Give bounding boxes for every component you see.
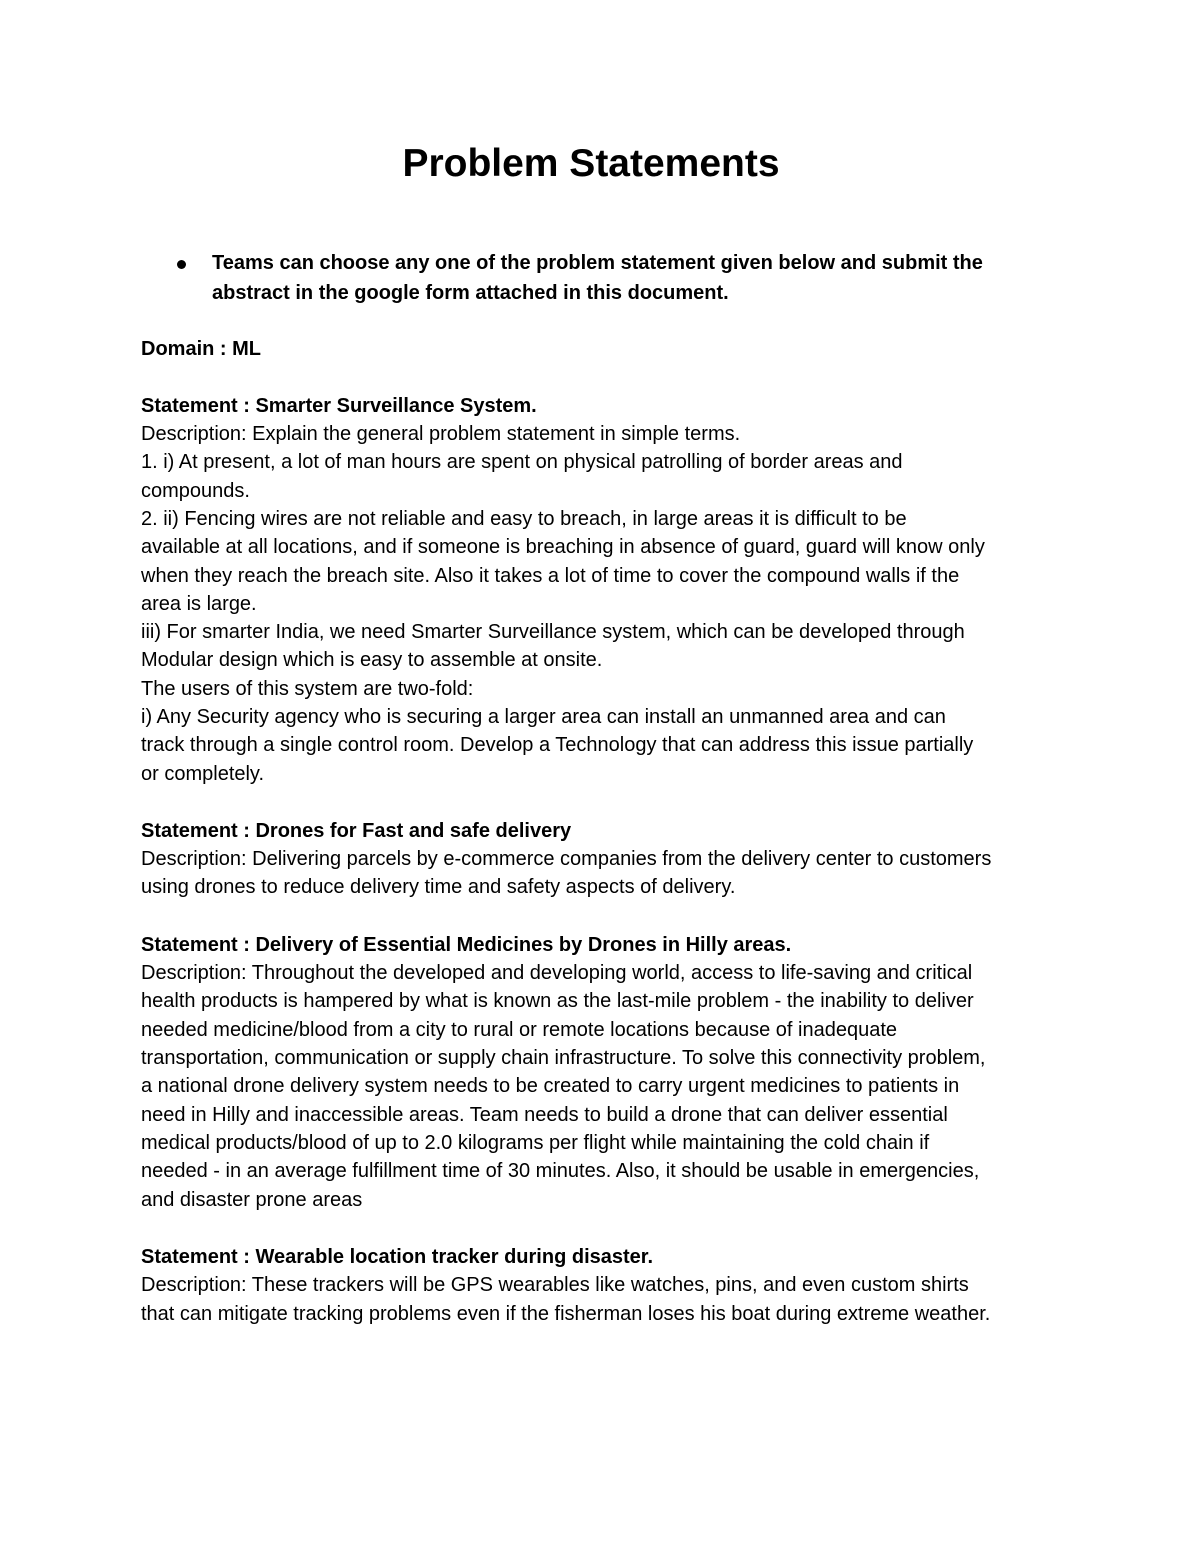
statement-4-line: Description: These trackers will be GPS wearables like watches, pins, and even custom shirts (141, 1274, 969, 1296)
statement-4-heading: Statement : Wearable location tracker during disaster. (141, 1246, 654, 1268)
statement-3-line: Description: Throughout the developed and developing world, access to life-saving and critical (141, 962, 973, 984)
statement-1-line: i) Any Security agency who is securing a larger area can install an unmanned area and can (141, 706, 946, 728)
statement-1-line: when they reach the breach site. Also it takes a lot of time to cover the compound walls if the (141, 565, 960, 587)
bullet-text-line-2: abstract in the google form attached in this document. (212, 282, 729, 304)
statement-3-line: needed - in an average fulfillment time of 30 minutes. Also, it should be usable in emergencies, (141, 1160, 980, 1182)
statement-2-heading: Statement : Drones for Fast and safe delivery (141, 820, 572, 842)
domain-label: Domain : ML (141, 338, 261, 360)
statement-3-line: transportation, communication or supply chain infrastructure. To solve this connectivity problem, (141, 1047, 986, 1069)
bullet-icon (177, 260, 186, 269)
statement-1-line: The users of this system are two-fold: (141, 678, 474, 700)
statement-1-heading: Statement : Smarter Surveillance System. (141, 395, 537, 417)
page-title: Problem Statements (402, 142, 780, 185)
statement-3-line: medical products/blood of up to 2.0 kilograms per flight while maintaining the cold chain if (141, 1132, 930, 1154)
statement-3-heading: Statement : Delivery of Essential Medicines by Drones in Hilly areas. (141, 934, 792, 956)
statement-3-line: a national drone delivery system needs to be created to carry urgent medicines to patients in (141, 1075, 960, 1097)
statement-1-line: compounds. (141, 480, 250, 502)
statement-3-line: need in Hilly and inaccessible areas. Team needs to build a drone that can deliver essential (141, 1104, 948, 1126)
statement-1-line: Description: Explain the general problem statement in simple terms. (141, 423, 741, 445)
statement-1-line: available at all locations, and if someone is breaching in absence of guard, guard will know only (141, 536, 985, 558)
statement-2-line: Description: Delivering parcels by e-commerce companies from the delivery center to customers (141, 848, 992, 870)
statement-4-line: that can mitigate tracking problems even if the fisherman loses his boat during extreme weather. (141, 1303, 991, 1325)
statement-1-line: or completely. (141, 763, 265, 785)
statement-3-line: needed medicine/blood from a city to rural or remote locations because of inadequate (141, 1019, 898, 1041)
statement-1-line: 1. i) At present, a lot of man hours are spent on physical patrolling of border areas and (141, 451, 903, 473)
bullet-text-line-1: Teams can choose any one of the problem statement given below and submit the (212, 252, 983, 274)
statement-1-line: iii) For smarter India, we need Smarter Surveillance system, which can be developed through (141, 621, 965, 643)
statement-1-line: area is large. (141, 593, 257, 615)
statement-1-line: track through a single control room. Develop a Technology that can address this issue partially (141, 734, 974, 756)
statement-3-line: health products is hampered by what is known as the last-mile problem - the inability to deliver (141, 990, 974, 1012)
statement-3-line: and disaster prone areas (141, 1189, 363, 1211)
statement-1-line: 2. ii) Fencing wires are not reliable and easy to breach, in large areas it is difficult to be (141, 508, 907, 530)
statement-2-line: using drones to reduce delivery time and safety aspects of delivery. (141, 876, 736, 898)
statement-1-line: Modular design which is easy to assemble at onsite. (141, 649, 603, 671)
